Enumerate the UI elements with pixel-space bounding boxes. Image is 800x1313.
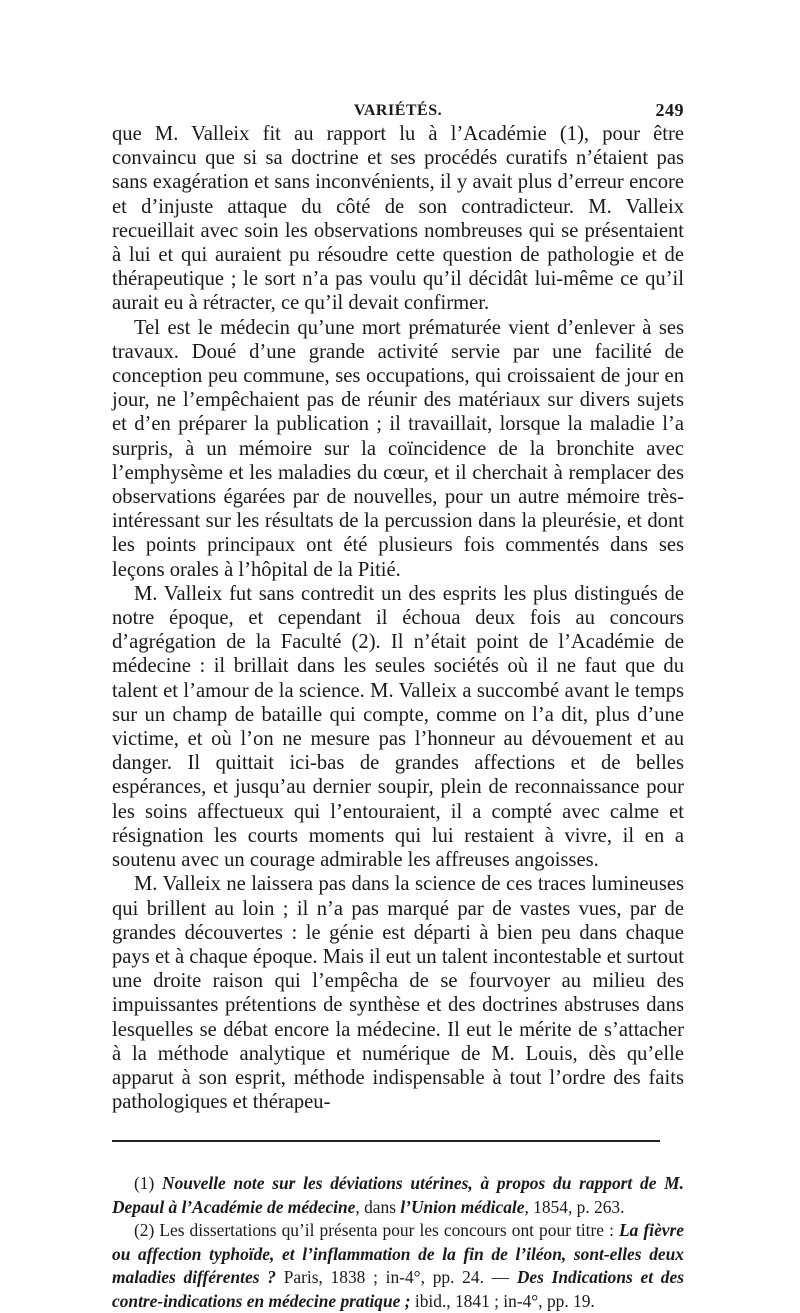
footnote-1 [112, 1172, 684, 1219]
footnote-1-journal: l’Union médicale [400, 1196, 525, 1217]
footnotes [112, 1172, 684, 1313]
footnote-2-title-1: La fièvre ou affection typhoïde, et l’inflammation de la fin de l’iléon, sont-elles deux maladies différentes ? [112, 1220, 684, 1288]
paragraph: M. Valleix fut sans contredit un des esprits les plus distingués de notre époque, et cependant il échoua deux fois au concours d’agrégation de la Faculté (2). Il n’était point de l’Académie de médecine : il brillait dans les seules sociétés où il ne faut que du talent et l’amour de la science. M. Valleix a succombé avant le temps sur un champ de bataille qui compte, comme on l’a dit, plus d’une victime, et où l’on ne mesure pas l’honneur au dévouement et au danger. Il quittait ici-bas de grandes affections et de belles espérances, et jusqu’au dernier soupir, plein de reconnaissance pour les soins affectueux qui l’entouraient, il a compté avec calme et résignation les courts moments qui lui restaient à vivre, il en a soutenu avec un courage admirable les affreuses angoisses. [112, 582, 684, 872]
body-text [112, 122, 684, 1114]
footnote-2-ref-2: ibid., 1841 ; in-4°, pp. 19. [414, 1290, 595, 1311]
paragraph: M. Valleix ne laissera pas dans la science de ces traces lumineuses qui brillent au loin ; il n’a pas marqué par de vastes vues, par de grandes découvertes : le génie est départi à bien peu dans chaque pays et à chaque époque. Mais il eut un talent incontestable et surtout une droite raison qui l’empêcha de se fourvoyer au milieu des impuissantes prétentions de synthèse et des doctrines abstruses dans lesquelles se débat encore la médecine. Il eut le mérite de s’attacher à la méthode analytique et numérique de M. Louis, dès qu’elle apparut à son esprit, méthode indispensable à tout l’ordre des faits pathologiques et thérapeu- [112, 873, 684, 1114]
footnote-rule [112, 1140, 660, 1142]
section-title: VARIÉTÉS. [353, 102, 443, 119]
footnote-2-intro: (2) Les dissertations qu’il présenta pour les concours ont pour titre : [134, 1220, 614, 1241]
footnote-1-middle: , dans [355, 1196, 401, 1217]
page-number: 249 [655, 100, 684, 120]
footnote-2 [112, 1219, 684, 1313]
footnote-2-ref-1: Paris, 1838 ; in-4°, pp. 24. — [283, 1267, 510, 1288]
footnote-1-number: (1) [134, 1173, 155, 1194]
footnote-1-title: Nouvelle note sur les déviations utérines, à propos du rapport de M. Depaul à l’Académie de médecine [112, 1173, 684, 1217]
paragraph: Tel est le médecin qu’une mort prématurée vient d’enlever à ses travaux. Doué d’une grande activité servie par une facilité de conception peu commune, ses occupations, qui croissaient de jour en jour, ne l’empêchaient pas de réunir des matériaux sur divers sujets et d’en préparer la publication ; il travaillait, lorsque la maladie l’a surpris, à un mémoire sur la coïncidence de la bronchite avec l’emphysème et les maladies du cœur, et il cherchait à remplacer des observations égarées par de nouvelles, pour un autre mémoire très-intéressant sur les résultats de la percussion dans la pleurésie, et dont les points principaux ont été plusieurs fois commentés dans ses leçons orales à l’hôpital de la Pitié. [112, 316, 684, 581]
document-page [112, 96, 684, 1313]
footnote-2-title-2: Des Indications et des contre-indications en médecine pratique ; [112, 1267, 684, 1311]
footnote-1-tail: , 1854, p. 263. [524, 1196, 625, 1217]
running-head [112, 96, 684, 122]
paragraph: que M. Valleix fit au rapport lu à l’Académie (1), pour être convaincu que si sa doctrine et ses procédés curatifs n’étaient pas sans exagération et sans inconvénients, il y avait plus d’erreur encore et d’injuste attaque du côté de son contradicteur. M. Valleix recueillait avec soin les observations nombreuses qui se présentaient à lui et qui auraient pu résoudre cette question de pathologie et de thérapeutique ; le sort n’a pas voulu qu’il décidât lui-même ce qu’il aurait eu à rétracter, ce qu’il devait confirmer. [112, 123, 684, 315]
